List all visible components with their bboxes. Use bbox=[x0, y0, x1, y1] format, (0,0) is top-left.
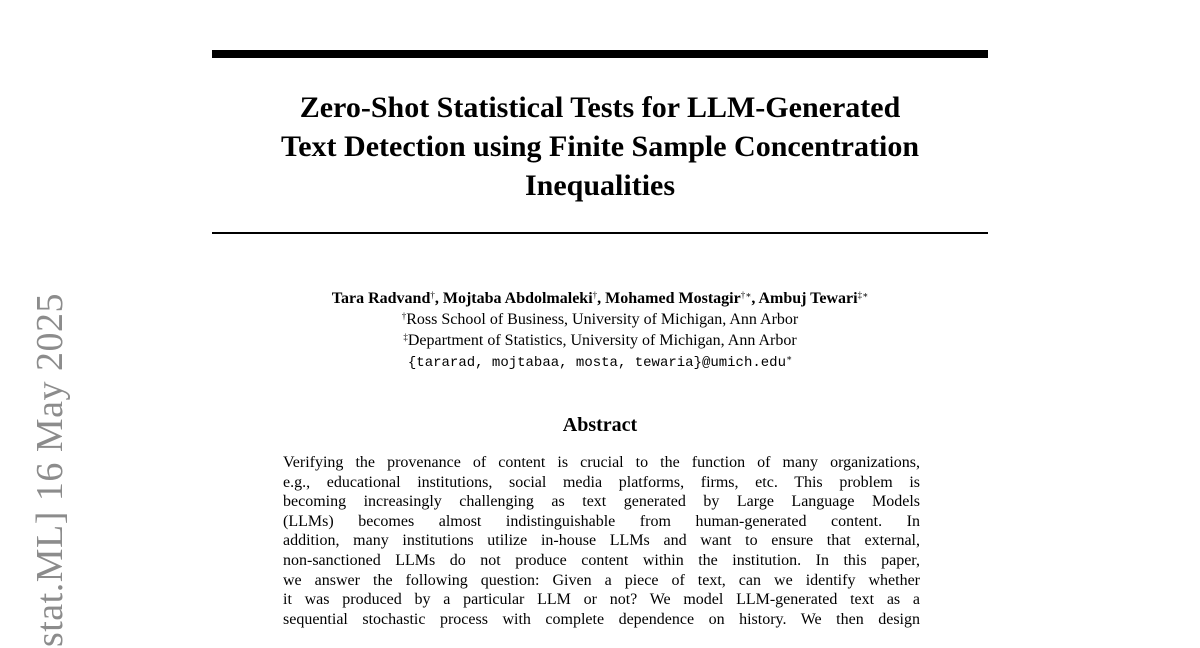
arxiv-sidebar-stamp: stat.ML] 16 May 2025 bbox=[29, 292, 71, 648]
abstract-line: we answer the following question: Given a piece of text, can we identify whether bbox=[283, 571, 920, 589]
affiliation-mark: ‡ bbox=[403, 332, 408, 342]
author-mark: ‡∗ bbox=[857, 290, 869, 300]
author-emails: {tararad, mojtabaa, mosta, tewaria}@umich.edu bbox=[407, 355, 786, 371]
affiliation-text: Department of Statistics, University of Michigan, Ann Arbor bbox=[407, 332, 797, 349]
top-rule bbox=[212, 50, 988, 58]
author-separator: , bbox=[751, 290, 759, 307]
abstract-line: it was produced by a particular LLM or not? We model LLM-generated text as a bbox=[283, 591, 920, 609]
bottom-rule bbox=[212, 232, 988, 234]
author-mark: † bbox=[430, 290, 435, 300]
email-mark: ∗ bbox=[785, 353, 793, 363]
abstract-line: Verifying the provenance of content is crucial to the function of many organizations, bbox=[283, 454, 920, 471]
affiliation-mark: † bbox=[401, 311, 407, 321]
abstract-line: sequential stochastic process with complete dependence on history. We then design bbox=[283, 610, 920, 628]
author-names bbox=[212, 288, 988, 309]
author-separator: , bbox=[597, 290, 606, 307]
abstract-line: non-sanctioned LLMs do not produce content within the institution. In this paper, bbox=[283, 551, 920, 569]
affiliation-2 bbox=[212, 330, 988, 351]
author-name: Mojtaba Abdolmaleki bbox=[442, 290, 593, 307]
author-mark: † bbox=[592, 290, 598, 300]
abstract-heading: Abstract bbox=[562, 414, 638, 436]
author-name: Ambuj Tewari bbox=[758, 290, 858, 307]
author-block bbox=[212, 288, 988, 374]
author-name: Tara Radvand bbox=[331, 290, 431, 307]
abstract-line: addition, many institutions utilize in-house LLMs and want to ensure that external, bbox=[283, 532, 920, 550]
title-line-3: Inequalities bbox=[524, 169, 676, 202]
abstract-body bbox=[283, 453, 920, 629]
abstract-line: becoming increasingly challenging as text generated by Large Language Models bbox=[283, 493, 920, 511]
affiliation-1 bbox=[212, 309, 988, 330]
title-line-2: Text Detection using Finite Sample Concentration bbox=[280, 130, 920, 163]
email-line bbox=[212, 351, 988, 374]
abstract-line: e.g., educational institutions, social media platforms, firms, etc. This problem is bbox=[283, 473, 920, 491]
author-name: Mohamed Mostagir bbox=[605, 290, 741, 307]
title-line-1: Zero-Shot Statistical Tests for LLM-Generated bbox=[299, 91, 901, 124]
abstract-line: (LLMs) becomes almost indistinguishable from human-generated content. In bbox=[283, 512, 920, 530]
paper-title bbox=[212, 88, 988, 205]
author-mark: †∗ bbox=[740, 290, 752, 300]
author-separator: , bbox=[434, 290, 443, 307]
affiliation-text: Ross School of Business, University of Michigan, Ann Arbor bbox=[406, 311, 799, 328]
